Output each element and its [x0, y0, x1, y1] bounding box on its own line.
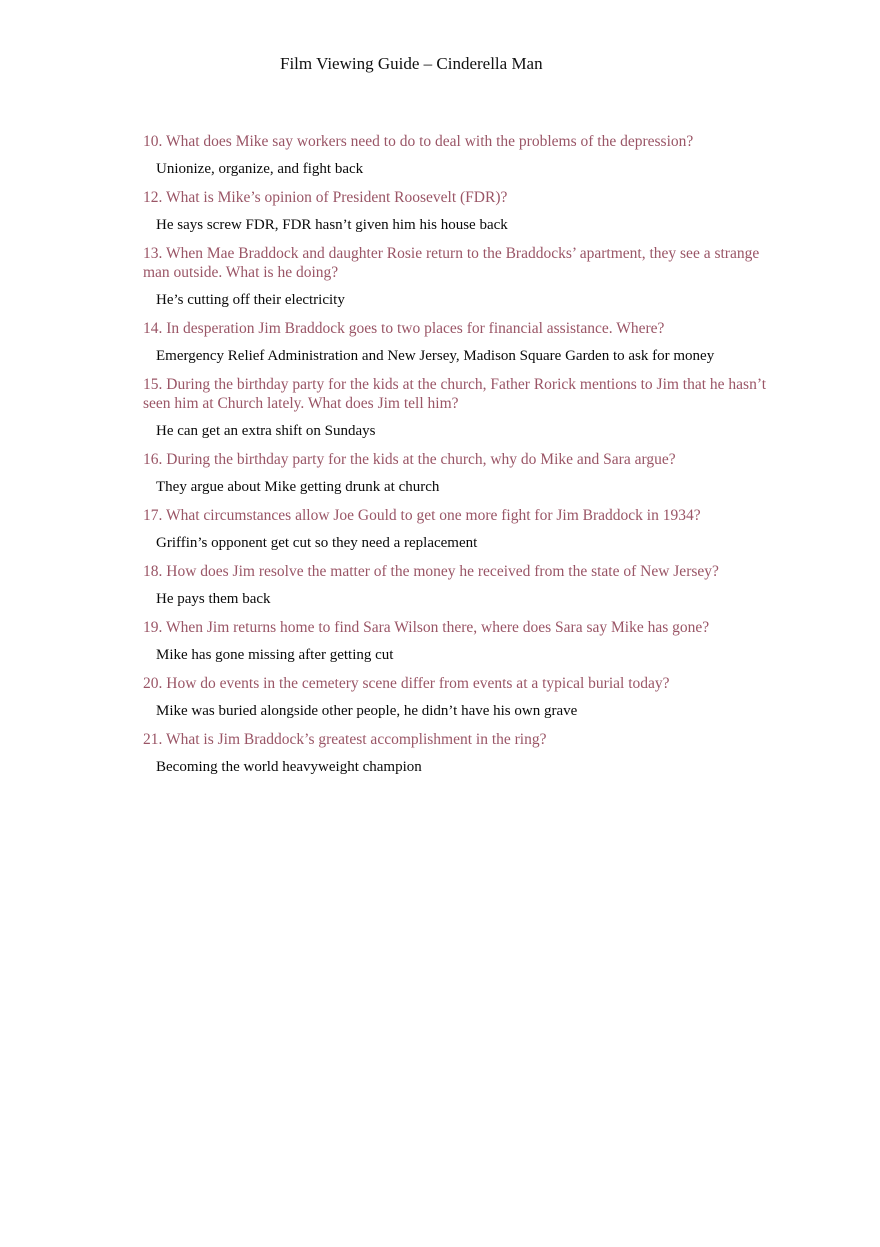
qa-item-20	[143, 674, 783, 721]
answer-13: He’s cutting off their electricity	[156, 292, 345, 308]
answer-20: Mike was buried alongside other people, he didn’t have his own grave	[156, 703, 578, 719]
answer-12: He says screw FDR, FDR hasn’t given him his house back	[156, 217, 508, 233]
question-12: 12. What is Mike’s opinion of President Roosevelt (FDR)?	[143, 189, 508, 206]
question-16: 16. During the birthday party for the kids at the church, why do Mike and Sara argue?	[143, 451, 676, 468]
question-19: 19. When Jim returns home to find Sara Wilson there, where does Sara say Mike has gone?	[143, 619, 710, 636]
question-answer-list	[143, 132, 783, 786]
answer-10: Unionize, organize, and fight back	[156, 161, 364, 177]
qa-item-16	[143, 450, 783, 497]
qa-item-14	[143, 319, 783, 366]
qa-item-18	[143, 562, 783, 609]
qa-item-10	[143, 132, 783, 179]
question-21: 21. What is Jim Braddock’s greatest accomplishment in the ring?	[143, 731, 547, 748]
qa-item-15	[143, 375, 783, 441]
question-17: 17. What circumstances allow Joe Gould to get one more fight for Jim Braddock in 1934?	[143, 507, 701, 524]
answer-14: Emergency Relief Administration and New Jersey, Madison Square Garden to ask for money	[156, 348, 715, 364]
question-10: 10. What does Mike say workers need to do to deal with the problems of the depression?	[143, 133, 694, 150]
answer-17: Griffin’s opponent get cut so they need a replacement	[156, 535, 478, 551]
question-15: 15. During the birthday party for the kids at the church, Father Rorick mentions to Jim that he hasn’t seen him at Church lately. What does Jim tell him?	[143, 376, 767, 412]
qa-item-21	[143, 730, 783, 777]
answer-18: He pays them back	[156, 591, 271, 607]
question-13: 13. When Mae Braddock and daughter Rosie return to the Braddocks’ apartment, they see a strange man outside. What is he doing?	[143, 245, 760, 281]
answer-16: They argue about Mike getting drunk at church	[156, 479, 440, 495]
qa-item-13	[143, 244, 783, 310]
qa-item-19	[143, 618, 783, 665]
question-20: 20. How do events in the cemetery scene differ from events at a typical burial today?	[143, 675, 670, 692]
answer-19: Mike has gone missing after getting cut	[156, 647, 394, 663]
page-title: Film Viewing Guide – Cinderella Man	[280, 54, 543, 73]
qa-item-17	[143, 506, 783, 553]
question-18: 18. How does Jim resolve the matter of the money he received from the state of New Jersey?	[143, 563, 719, 580]
answer-15: He can get an extra shift on Sundays	[156, 423, 376, 439]
answer-21: Becoming the world heavyweight champion	[156, 759, 422, 775]
qa-item-12	[143, 188, 783, 235]
question-14: 14. In desperation Jim Braddock goes to two places for financial assistance. Where?	[143, 320, 665, 337]
